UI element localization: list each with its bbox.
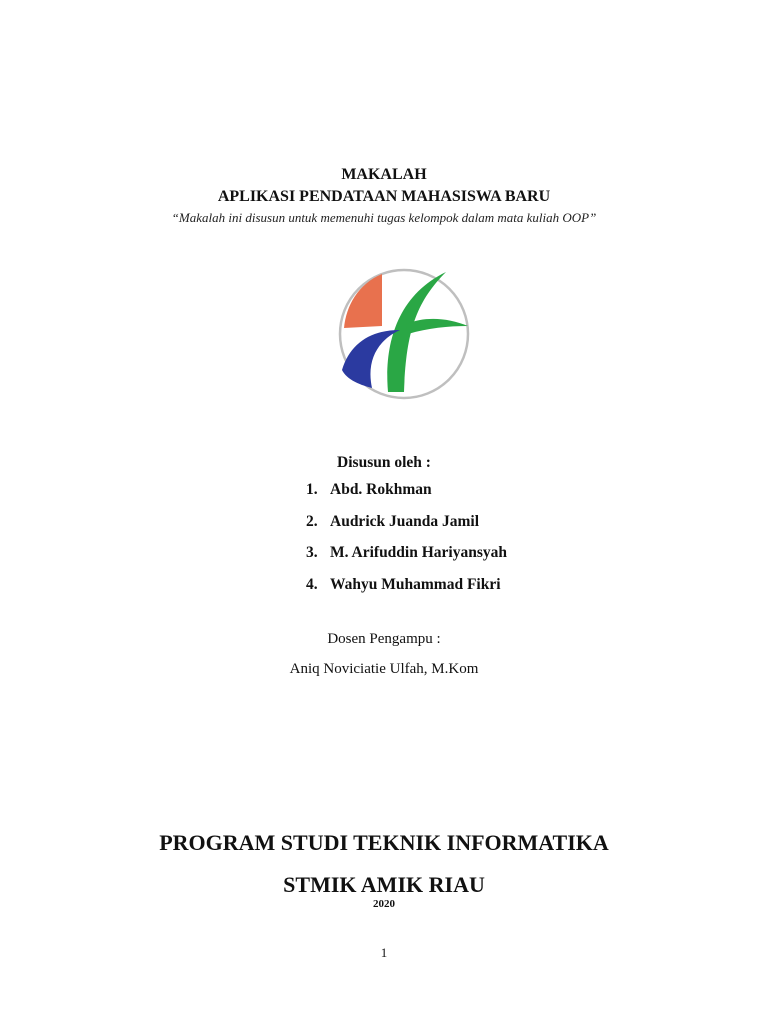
author-number: 1. <box>306 481 318 498</box>
author-number: 2. <box>306 512 318 530</box>
study-program: PROGRAM STUDI TEKNIK INFORMATIKA <box>159 830 609 855</box>
author-name: Abd. Rokhman <box>330 481 432 498</box>
page-number: 1 <box>380 945 388 960</box>
authors-list <box>306 481 507 607</box>
document-title-makalah: MAKALAH <box>341 166 427 183</box>
author-name: Wahyu Muhammad Fikri <box>330 575 501 593</box>
lecturer-label: Dosen Pengampu : <box>327 631 441 647</box>
author-item <box>306 481 507 513</box>
authors-heading: Disusun oleh : <box>337 454 431 471</box>
document-subtitle: “Makalah ini disusun untuk memenuhi tugas kelompok dalam mata kuliah OOP” <box>171 210 597 225</box>
stmik-amik-riau-logo-icon <box>336 266 472 402</box>
document-title-aplikasi: APLIKASI PENDATAAN MAHASISWA BARU <box>217 188 551 205</box>
author-number: 4. <box>306 575 318 593</box>
author-name: M. Arifuddin Hariyansyah <box>330 544 507 561</box>
author-item <box>306 544 507 576</box>
author-number: 3. <box>306 544 318 561</box>
author-item <box>306 576 507 608</box>
author-name: Audrick Juanda Jamil <box>330 512 480 530</box>
document-year: 2020 <box>373 898 395 910</box>
author-item <box>306 513 507 545</box>
logo-green-bar <box>406 319 468 334</box>
lecturer-name: Aniq Noviciatie Ulfah, M.Kom <box>289 661 479 677</box>
institution-name: STMIK AMIK RIAU <box>283 872 485 897</box>
logo-green-swoosh <box>387 272 446 392</box>
